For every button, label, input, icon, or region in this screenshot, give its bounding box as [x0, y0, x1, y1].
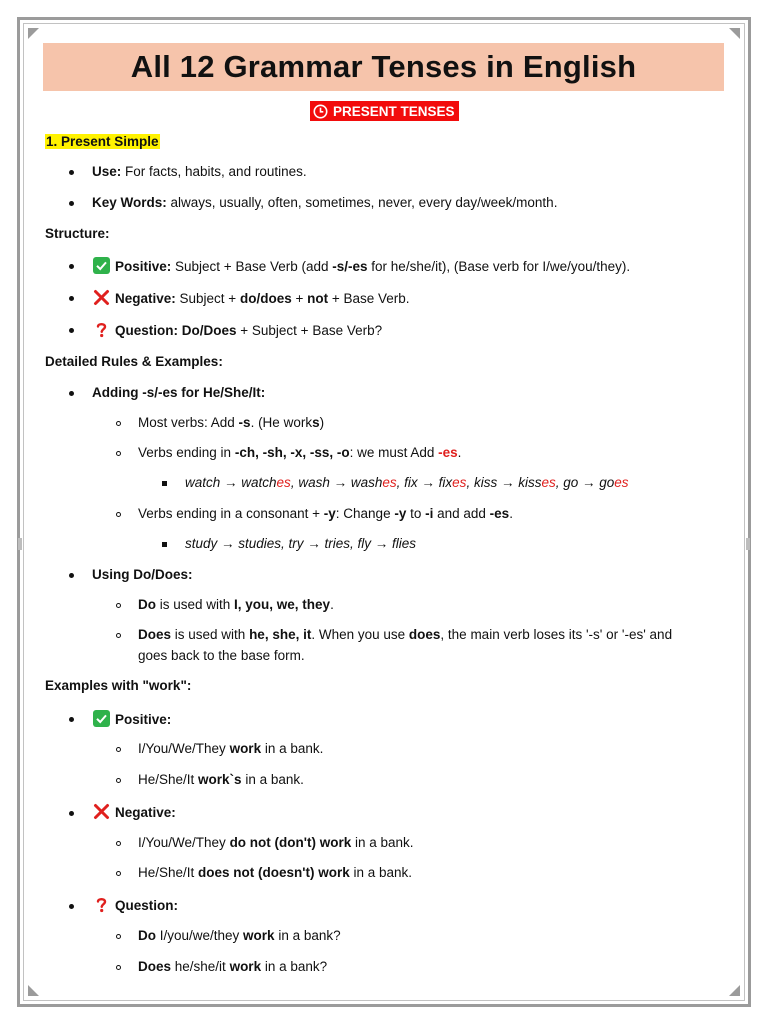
text-run: wash → wash	[298, 475, 383, 490]
dodoes-label: Using Do/Does:	[92, 567, 193, 582]
text-run: do not (don't) work	[229, 835, 352, 850]
circle-bullet	[116, 747, 121, 752]
text-run: work	[229, 741, 262, 756]
circle-bullet	[116, 633, 121, 638]
tense-heading	[45, 133, 160, 151]
example-sentence	[138, 958, 327, 976]
question-icon	[93, 321, 110, 343]
text-run: I, you, we, they	[234, 597, 331, 612]
adding-label: Adding -s/-es for He/She/It:	[92, 385, 266, 400]
text-run: ,	[555, 475, 564, 490]
square-bullet	[162, 542, 167, 547]
text-run: for he/she/it), (Base verb for I/we/you/they).	[367, 259, 631, 274]
check-icon	[93, 257, 110, 279]
text-run: es	[614, 475, 629, 490]
text-run: es	[452, 475, 467, 490]
text-run: ,	[396, 475, 405, 490]
text-run: ,	[290, 475, 299, 490]
section-badge	[310, 101, 459, 121]
circle-bullet	[116, 841, 121, 846]
circle-bullet	[116, 603, 121, 608]
text-run: Most verbs: Add	[138, 415, 239, 430]
example-sentence	[138, 864, 412, 882]
positive-label: Positive:	[115, 259, 172, 274]
title-banner	[43, 43, 724, 91]
cross-icon	[93, 289, 110, 311]
text-run: Negative:	[115, 805, 176, 820]
text-run: +	[291, 291, 308, 306]
example-sentence	[138, 771, 304, 789]
circle-bullet	[116, 451, 121, 456]
example-sentence	[138, 740, 323, 758]
text-run: .	[509, 506, 513, 521]
text-run: do/does	[239, 291, 292, 306]
keywords-label: Key Words:	[92, 195, 167, 210]
page-title: All 12 Grammar Tenses in English	[130, 49, 637, 84]
bullet-dot	[69, 296, 74, 301]
text-run: es	[382, 475, 397, 490]
example-item	[298, 475, 404, 490]
text-run: : we must Add	[349, 445, 439, 460]
circle-bullet	[116, 965, 121, 970]
text-run: to	[406, 506, 426, 521]
text-run: in a bank.	[241, 772, 304, 787]
use-line	[92, 163, 307, 181]
text-run: does	[408, 627, 441, 642]
text-run: in a bank.	[349, 865, 413, 880]
example-sentence	[138, 927, 341, 945]
text-run: Does	[138, 627, 172, 642]
bullet-dot	[69, 264, 74, 269]
examples-heading: Examples with "work":	[45, 678, 192, 693]
square-bullet	[162, 481, 167, 486]
text-run: . When you use	[311, 627, 409, 642]
clock-icon	[313, 104, 328, 119]
question-icon	[93, 896, 110, 918]
text-run: . (He work	[250, 415, 313, 430]
text-run: -y	[323, 506, 336, 521]
frame-tick	[746, 538, 750, 550]
text-run: kiss → kiss	[473, 475, 542, 490]
rules-heading: Detailed Rules & Examples:	[45, 354, 223, 369]
text-run: -es	[489, 506, 510, 521]
text-run: I/you/we/they	[156, 928, 244, 943]
corner-ornament-icon	[28, 985, 39, 996]
text-run: is used with	[171, 627, 250, 642]
example-item	[474, 475, 563, 490]
text-run: He/She/It	[138, 772, 199, 787]
rule-does	[138, 626, 672, 644]
text-run: Do	[138, 928, 156, 943]
text-run: and add	[433, 506, 490, 521]
bullet-dot	[69, 391, 74, 396]
example-item	[185, 475, 298, 490]
bullet-dot	[69, 811, 74, 816]
text-run: .	[457, 445, 462, 460]
circle-bullet	[116, 778, 121, 783]
text-run: in a bank.	[351, 835, 414, 850]
text-run: work`s	[198, 772, 242, 787]
text-run: -y	[394, 506, 407, 521]
bullet-dot	[69, 573, 74, 578]
examples-positive	[93, 710, 171, 732]
rule-most-verbs	[138, 414, 324, 432]
text-run: -ch, -sh, -x, -ss, -o	[234, 445, 350, 460]
corner-ornament-icon	[729, 28, 740, 39]
text-run: .	[330, 597, 334, 612]
y-examples: study → studies, try → tries, fly → flies	[185, 536, 417, 551]
section-label: PRESENT TENSES	[333, 103, 455, 119]
examples-negative	[93, 803, 176, 825]
text-run: is used with	[156, 597, 235, 612]
text-run: -s/-es	[332, 259, 368, 274]
circle-bullet	[116, 934, 121, 939]
bullet-dot	[69, 717, 74, 722]
question-label: Question: Do/Does	[115, 323, 237, 338]
bullet-dot	[69, 904, 74, 909]
text-run: work	[243, 928, 275, 943]
text-run: Positive:	[115, 712, 172, 727]
text-run: he/she/it	[171, 959, 230, 974]
rule-does-continued: goes back to the base form.	[138, 648, 305, 663]
text-run: -i	[425, 506, 434, 521]
text-run: I/You/We/They	[138, 835, 230, 850]
es-examples	[185, 474, 629, 492]
structure-negative-line	[93, 289, 410, 311]
text-run: + Base Verb.	[328, 291, 410, 306]
keywords-line	[92, 194, 557, 212]
text-run: Subject + Base Verb (add	[171, 259, 333, 274]
text-run: in a bank.	[261, 741, 324, 756]
text-run: I/You/We/They	[138, 741, 230, 756]
use-label: Use:	[92, 164, 122, 179]
text-run: he, she, it	[249, 627, 312, 642]
text-run: ,	[466, 475, 474, 490]
example-sentence	[138, 834, 414, 852]
corner-ornament-icon	[729, 985, 740, 996]
circle-bullet	[116, 871, 121, 876]
text-run: es	[541, 475, 556, 490]
text-run: work	[229, 959, 262, 974]
text-run: s	[312, 415, 320, 430]
structure-heading: Structure:	[45, 226, 110, 241]
structure-question-line	[93, 321, 382, 343]
bullet-dot	[69, 328, 74, 333]
text-run: Verbs ending in a consonant +	[138, 506, 324, 521]
text-run: in a bank?	[261, 959, 328, 974]
text-run: -s	[238, 415, 251, 430]
text-run: He/She/It	[138, 865, 199, 880]
rule-do	[138, 596, 334, 614]
text-run: : Change	[335, 506, 395, 521]
examples-question	[93, 896, 178, 918]
frame-tick	[18, 538, 22, 550]
text-run: Does	[138, 959, 172, 974]
use-text: For facts, habits, and routines.	[121, 164, 307, 179]
text-run: Subject +	[175, 291, 240, 306]
cross-icon	[93, 803, 110, 825]
corner-ornament-icon	[28, 28, 39, 39]
structure-positive-line	[93, 257, 630, 279]
rule-consonant-y	[138, 505, 513, 523]
check-icon	[93, 710, 110, 732]
text-run: in a bank?	[274, 928, 341, 943]
negative-label: Negative:	[115, 291, 176, 306]
text-run: Question:	[115, 898, 178, 913]
text-run: does not (doesn't) work	[198, 865, 350, 880]
text-run: )	[319, 415, 325, 430]
bullet-dot	[69, 170, 74, 175]
text-run: + Subject + Base Verb?	[236, 323, 383, 338]
rule-es-endings	[138, 444, 461, 462]
circle-bullet	[116, 512, 121, 517]
text-run: watch → watch	[185, 475, 277, 490]
text-run: fix → fix	[404, 475, 453, 490]
example-item	[563, 475, 628, 490]
text-run: Verbs ending in	[138, 445, 235, 460]
text-run: go → go	[563, 475, 615, 490]
bullet-dot	[69, 201, 74, 206]
text-run: Do	[138, 597, 156, 612]
text-run: not	[307, 291, 329, 306]
circle-bullet	[116, 421, 121, 426]
text-run: es	[276, 475, 291, 490]
text-run: , the main verb loses its '-s' or '-es' and	[440, 627, 673, 642]
tense-heading-text: 1. Present Simple	[46, 134, 159, 149]
text-run: -es	[438, 445, 458, 460]
keywords-text: always, usually, often, sometimes, never, every day/week/month.	[166, 195, 558, 210]
example-item	[404, 475, 474, 490]
